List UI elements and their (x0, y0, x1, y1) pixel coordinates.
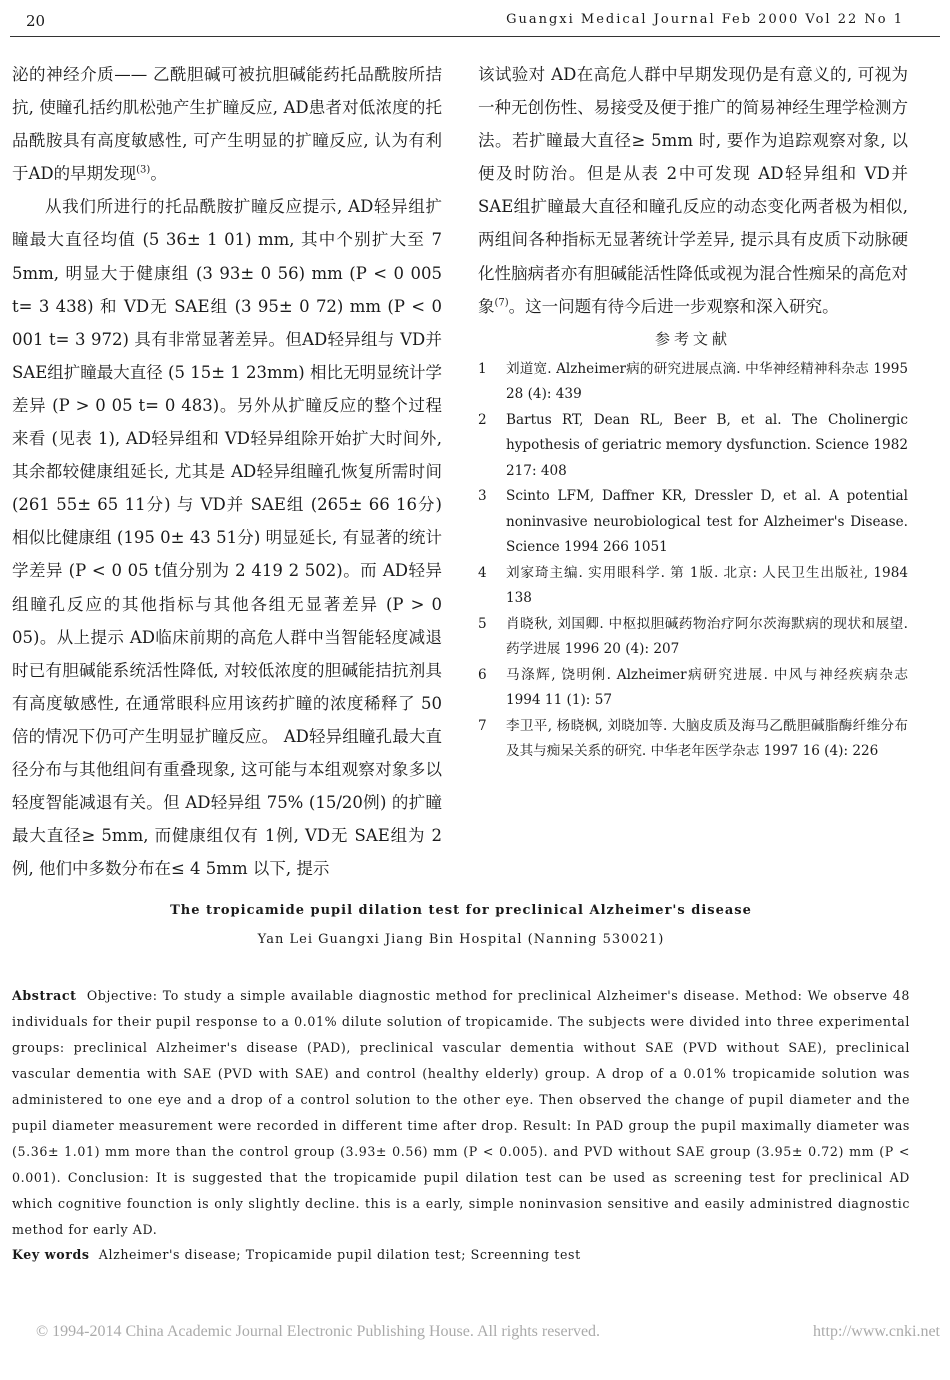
reference-item: 6 马涤辉, 饶明俐. Alzheimer病研究进展. 中风与神经疾病杂志 1994 11 (1): 57 (478, 666, 908, 709)
english-title: The tropicamide pupil dilation test for preclinical Alzheimer's disease (170, 903, 752, 918)
paragraph: 泌的神经介质—— 乙酰胆碱可被抗胆碱能药托品酰胺所拮抗, 使瞳孔括约肌松弛产生扩瞳反应, AD患者对低浓度的托品酰胺具有高度敏感性, 可产生明显的扩瞳反应, 认为有利于AD的早期发现$^{(3)}$。 (12, 65, 442, 184)
reference-item: 2 Bartus RT, Dean RL, Beer B, et al. The Cholinergic hypothesis of geriatric memory dysfunction. Science 1982 217: 408 (478, 411, 908, 479)
english-authors: Yan Lei Guangxi Jiang Bin Hospital (Nanning 530021) (257, 932, 665, 947)
citation: (3) (136, 164, 151, 176)
copyright-notice: © 1994-2014 China Academic Journal Electronic Publishing House. All rights reserved. (36, 1323, 601, 1340)
reference-item: 3 Scinto LFM, Daffner KR, Dressler D, et al. A potential noninvasive neurobiological test for Alzheimer's Disease. Science 1994 266 1051 (478, 488, 908, 556)
page-header (16, 12, 934, 34)
reference-item: 7 李卫平, 杨晓枫, 刘晓加等. 大脑皮质及海马乙酰胆碱脂酶纤维分布及其与痴呆关系的研究. 中华老年医学杂志 1997 16 (4): 226 (478, 717, 908, 760)
references-title: 参考文献 (654, 329, 731, 348)
reference-item: 4 刘家琦主编. 实用眼科学. 第 1版. 北京: 人民卫生出版社, 1984 138 (478, 564, 908, 607)
journal-info: Guangxi Medical Journal Feb 2000 Vol 22 No 1 (506, 12, 904, 27)
footer-link[interactable]: http://www.cnki.net (813, 1323, 940, 1340)
header-rule (10, 36, 940, 37)
english-abstract (12, 983, 910, 1243)
keywords-label: Key words (12, 1247, 90, 1262)
reference-item: 1 刘道宽. Alzheimer病的研究进展点滴. 中华神经精神科杂志 1995 28 (4): 439 (478, 360, 908, 403)
citation: (7) (494, 297, 509, 309)
reference-item: 5 肖晓秋, 刘国卿. 中枢拟胆碱药物治疗阿尔茨海默病的现状和展望. 药学进展 1996 20 (4): 207 (478, 615, 908, 658)
right-column (478, 58, 908, 765)
abstract-text: Objective: To study a simple available diagnostic method for preclinical Alzheimer's disease. Method: We observe 48 individuals for their pupil response to a 0.01% dilute solution of tropicamide. The subjects were divided into three experimental groups: preclinical Alzheimer's disease (PAD), preclinical vascular dementia without SAE (PVD without SAE), preclinical vascular dementia with SAE (PVD with SAE) and control (healthy elderly) group. A drop of a 0.01% tropicamide solution was administered to one eye and a drop of a control solution to the other eye. Then observed the change of pupil diameter and the pupil diameter measurement were recorded in different time after drop. Result: In PAD group the pupil maximally diameter was (5.36± 1.01) mm more than the control group (3.93± 0.56) mm (P < 0.005). and PVD without SAE group (3.95± 0.72) mm (P < 0.001). Conclusion: It is suggested that the tropicamide pupil dilation test can be used as screening test for preclinical AD which cognitive founction is only slightly decline. this is a early, simple noninvasion sensitive and easily administred diagnostic method for early AD. (12, 988, 910, 1237)
abstract-label: Abstract (12, 988, 77, 1003)
references-list (478, 357, 908, 765)
keywords-text: Alzheimer's disease; Tropicamide pupil dilation test; Screenning test (98, 1247, 581, 1262)
page-number: 20 (26, 12, 46, 30)
paragraph: 从我们所进行的托品酰胺扩瞳反应提示, AD轻异组扩瞳最大直径均值 (5 36± 1 01) mm, 其中个别扩大至 7 5mm, 明显大于健康组 (3 93± 0 56) mm (P < 0 005 t= 3 438) 和 VD无 SAE组 (3 95± 0 72) mm (P < 0 001 t= 3 972) 具有非常显著差异。但AD轻异组与 VD并 SAE组扩瞳最大直径 (5 15± 1 23mm) 相比无明显统计学差异 (P > 0 05 t= 0 483)。另外从扩瞳反应的整个过程来看 (见表 1), AD轻异组和 VD轻异组除开始扩大时间外, 其余都较健康组延长, 尤其是 AD轻异组瞳孔恢复所需时间 (261 55± 65 11分) 与 VD并 SAE组 (265± 66 16分) 相似比健康组 (195 0± 43 51分) 明显延长, 有显著的统计学差异 (P < 0 05 t值分别为 2 419 2 502)。而 AD轻异组瞳孔反应的其他指标与其他各组无显著差异 (P > 0 05)。从上提示 AD临床前期的高危人群中当智能轻度减退时已有胆碱能系统活性降低, 对较低浓度的胆碱能拮抗剂具有高度敏感性, 在通常眼科应用该药扩瞳的浓度稀释了 50倍的情况下仍可产生明显扩瞳反应。 AD轻异组瞳孔最大直径分布与其他组间有重叠现象, 这可能与本组观察对象多以轻度智能减退有关。但 AD轻异组 75% (15/20例) 的扩瞳最大直径≥ 5mm, 而健康组仅有 1例, VD无 SAE组为 2例, 他们中多数分布在≤ 4 5mm 以下, 提示 (12, 197, 442, 879)
left-column (12, 58, 442, 885)
paragraph: 该试验对 AD在高危人群中早期发现仍是有意义的, 可视为一种无创伤性、易接受及便于推广的简易神经生理学检测方法。若扩瞳最大直径≥ 5mm 时, 要作为追踪观察对象, 以便及时防治。但是从表 2中可发现 AD轻异组和 VD并 SAE组扩瞳最大直径和瞳孔反应的动态变化两者极为相似, 两组间各种指标无显著统计学差异, 提示具有皮质下动脉硬化性脑病者亦有胆碱能活性降低或视为混合性痴呆的高危对象$^{(7)}$。这一问题有待今后进一步观察和深入研究。 (478, 65, 908, 316)
english-keywords (12, 1247, 910, 1262)
